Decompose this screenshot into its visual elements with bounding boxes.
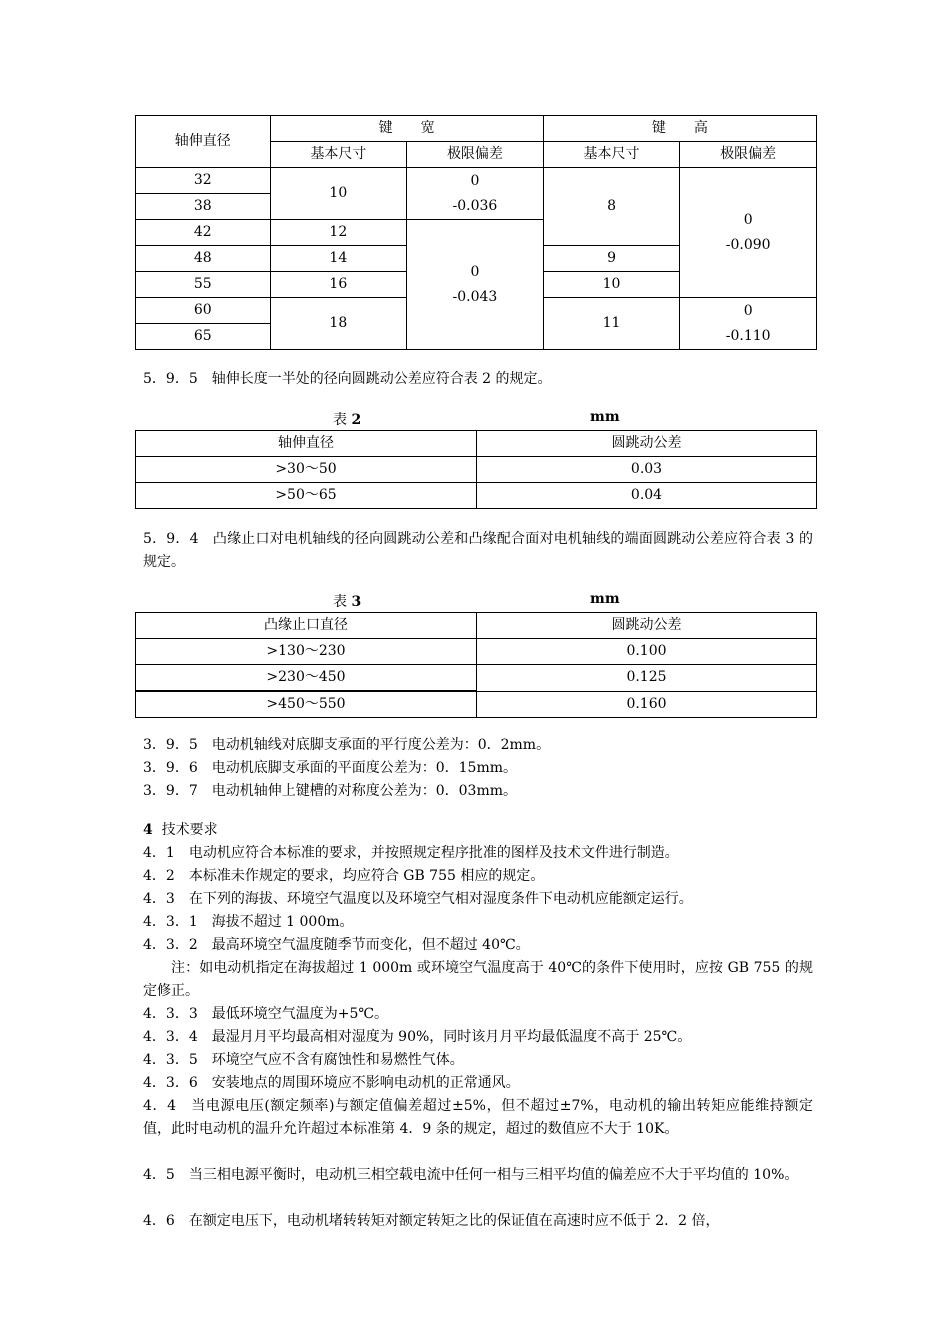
- width-basic-cell: 14: [270, 246, 407, 272]
- height-basic-cell: 8: [543, 168, 680, 246]
- height-dev-cell: [680, 168, 817, 298]
- dev-lower: -0.090: [725, 236, 771, 253]
- width-basic-cell: 18: [270, 298, 407, 350]
- caption-number: 3: [351, 594, 362, 610]
- clause-4-3: 4．3 在下列的海拔、环境空气温度以及环境空气相对湿度条件下电动机应能额定运行。: [143, 891, 693, 907]
- height-basic-cell: 9: [543, 246, 680, 272]
- clause-4-6: 4．6 在额定电压下，电动机堵转转矩对额定转矩之比的保证值在高速时应不低于 2．2 倍，: [143, 1213, 720, 1229]
- section-number: 4: [143, 822, 153, 838]
- caption-prefix: 表: [333, 594, 347, 610]
- table3-caption: [333, 591, 361, 611]
- clause-4-3-1: 4．3．1 海拔不超过 1 000m。: [143, 914, 354, 930]
- diameter-cell: 55: [136, 272, 271, 298]
- clause-4-2: 4．2 本标准未作规定的要求，均应符合 GB 755 相应的规定。: [143, 868, 545, 884]
- header-shaft-diameter: 轴伸直径: [136, 431, 477, 457]
- clause-4-3-3: 4．3．3 最低环境空气温度为+5℃。: [143, 1006, 389, 1022]
- table2-caption: [333, 409, 361, 429]
- clause-4-3-6: 4．3．6 安装地点的周围环境应不影响电动机的正常通风。: [143, 1075, 520, 1091]
- width-basic-cell: 16: [270, 272, 407, 298]
- header-runout: 圆跳动公差: [477, 613, 817, 639]
- dev-lower: -0.110: [725, 327, 771, 344]
- flange-runout-table: [135, 612, 817, 718]
- height-basic-cell: 11: [543, 298, 680, 350]
- clause-4-3-2: 4．3．2 最高环境空气温度随季节而变化，但不超过 40℃。: [143, 937, 530, 953]
- key-dimension-table: [135, 115, 817, 350]
- caption-prefix: 表: [333, 412, 347, 428]
- range-cell: >450～550: [136, 691, 477, 718]
- value-cell: 0.100: [477, 639, 817, 665]
- dev-upper: 0: [743, 302, 753, 319]
- header-runout: 圆跳动公差: [477, 431, 817, 457]
- header-key-width: 键 宽: [270, 116, 543, 142]
- header-height-basic: 基本尺寸: [543, 142, 680, 168]
- clause-4-1: 4．1 电动机应符合本标准的要求，并按照规定程序批准的图样及技术文件进行制造。: [143, 845, 679, 861]
- value-cell: 0.160: [477, 691, 817, 718]
- header-key-height: 键 高: [543, 116, 816, 142]
- clause-4-3-5: 4．3．5 环境空气应不含有腐蚀性和易燃性气体。: [143, 1052, 464, 1068]
- range-cell: >30～50: [136, 457, 477, 483]
- range-cell: >50～65: [136, 483, 477, 509]
- table2-unit: mm: [590, 409, 620, 425]
- range-cell: >130～230: [136, 639, 477, 665]
- diameter-cell: 32: [136, 168, 271, 194]
- clause-4-3-4: 4．3．4 最湿月月平均最高相对湿度为 90%，同时该月月平均最低温度不高于 25℃。: [143, 1029, 692, 1045]
- clause-5-9-5: 5．9．5 轴伸长度一半处的径向圆跳动公差应符合表 2 的规定。: [143, 371, 552, 387]
- shaft-runout-table: [135, 430, 817, 509]
- width-basic-cell: 12: [270, 220, 407, 246]
- value-cell: 0.125: [477, 665, 817, 692]
- caption-number: 2: [351, 412, 362, 428]
- dev-upper: 0: [470, 263, 480, 280]
- diameter-cell: 60: [136, 298, 271, 324]
- value-cell: 0.03: [477, 457, 817, 483]
- diameter-cell: 42: [136, 220, 271, 246]
- diameter-cell: 48: [136, 246, 271, 272]
- range-cell: >230～450: [136, 665, 477, 692]
- clause-3-9-6: 3．9．6 电动机底脚支承面的平面度公差为：0．15mm。: [143, 760, 517, 776]
- dev-upper: 0: [743, 211, 753, 228]
- width-basic-cell: 10: [270, 168, 407, 220]
- clause-5-9-4: 5．9．4 凸缘止口对电机轴线的径向圆跳动公差和凸缘配合面对电机轴线的端面圆跳动公差应符合表 3 的规定。: [143, 531, 813, 570]
- section-title: 技术要求: [161, 822, 218, 838]
- diameter-cell: 38: [136, 194, 271, 220]
- header-shaft-diameter: 轴伸直径: [136, 116, 271, 168]
- header-flange-diameter: 凸缘止口直径: [136, 613, 477, 639]
- header-width-dev: 极限偏差: [407, 142, 544, 168]
- header-width-basic: 基本尺寸: [270, 142, 407, 168]
- value-cell: 0.04: [477, 483, 817, 509]
- dev-lower: -0.036: [452, 197, 498, 214]
- dev-lower: -0.043: [452, 288, 498, 305]
- header-height-dev: 极限偏差: [680, 142, 817, 168]
- clause-4-5: 4．5 当三相电源平衡时，电动机三相空载电流中任何一相与三相平均值的偏差应不大于平均值的 10%。: [143, 1167, 799, 1183]
- note: 注：如电动机指定在海拔超过 1 000m 或环境空气温度高于 40℃的条件下使用时，应按 GB 755 的规定修正。: [143, 960, 813, 999]
- table3-unit: mm: [590, 591, 620, 607]
- clause-3-9-7: 3．9．7 电动机轴伸上键槽的对称度公差为：0．03mm。: [143, 783, 517, 799]
- clause-3-9-5: 3．9．5 电动机轴线对底脚支承面的平行度公差为：0．2mm。: [143, 737, 551, 753]
- clause-4-4: 4．4 当电源电压(额定频率)与额定值偏差超过±5%，但不超过±7%，电动机的输出转矩应能维持额定值，此时电动机的温升允许超过本标准第 4．9 条的规定，超过的数值应不大于 10K。: [143, 1098, 813, 1137]
- diameter-cell: 65: [136, 324, 271, 350]
- section-4-heading: [143, 819, 218, 842]
- width-dev-cell: [407, 168, 544, 220]
- dev-upper: 0: [470, 172, 480, 189]
- width-dev-cell: [407, 220, 544, 350]
- height-dev-cell: [680, 298, 817, 350]
- height-basic-cell: 10: [543, 272, 680, 298]
